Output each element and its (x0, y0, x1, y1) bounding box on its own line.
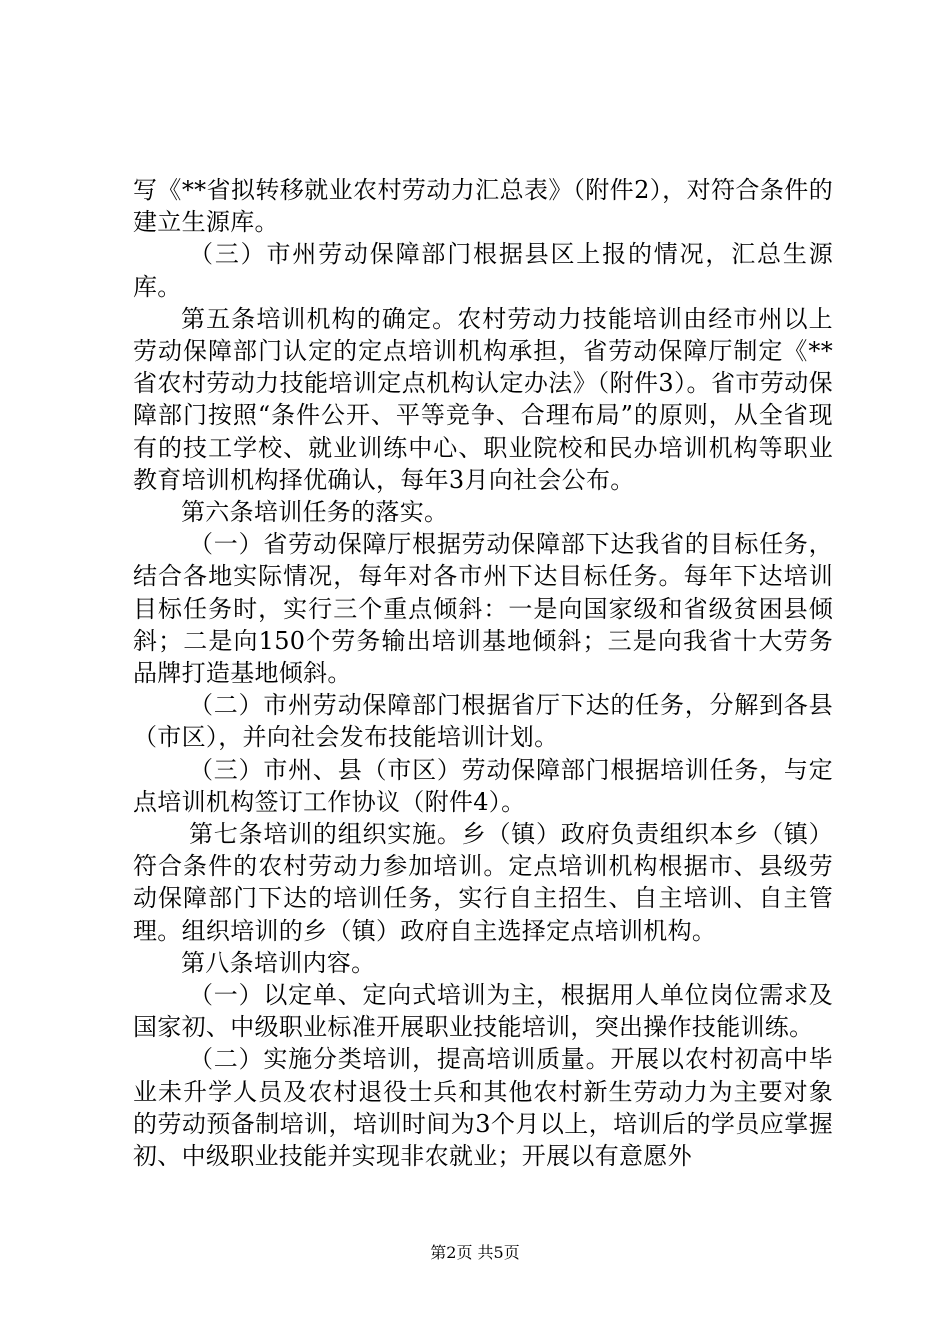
paragraph-article-8-item-1: （一）以定单、定向式培训为主，根据用人单位岗位需求及国家初、中级职业标准开展职业技能培训，突出操作技能训练。 (133, 981, 833, 1042)
paragraph-article-6-item-2: （二）市州劳动保障部门根据省厅下达的任务，分解到各县（市区），并向社会发布技能培训计划。 (133, 691, 833, 752)
paragraph-article-6: 第六条培训任务的落实。 (181, 498, 449, 527)
document-body (133, 174, 833, 1172)
paragraph-article-5: 第五条培训机构的确定。农村劳动力技能培训由经市州以上劳动保障部门认定的定点培训机构承担，省劳动保障厅制定《**省农村劳动力技能培训定点机构认定办法》（附件3）。省市劳动保障部门按照“条件公开、平等竞争、合理布局”的原则，从全省现有的技工学校、就业训练中心、职业院校和民办培训机构等职业教育培训机构择优确认，每年3月向社会公布。 (133, 304, 833, 494)
paragraph-continuation: 写《**省拟转移就业农村劳动力汇总表》（附件2），对符合条件的建立生源库。 (133, 176, 833, 237)
paragraph-article-7: 第七条培训的组织实施。乡（镇）政府负责组织本乡（镇）符合条件的农村劳动力参加培训。定点培训机构根据市、县级劳动保障部门下达的培训任务，实行自主招生、自主培训、自主管理。组织培训的乡（镇）政府自主选择定点培训机构。 (133, 820, 833, 945)
paragraph-item-3: （三）市州劳动保障部门根据县区上报的情况，汇总生源库。 (133, 240, 833, 301)
page-footer: 第2页 共5页 (430, 1243, 520, 1262)
paragraph-article-6-item-1: （一）省劳动保障厅根据劳动保障部下达我省的目标任务，结合各地实际情况，每年对各市州下达目标任务。每年下达培训目标任务时，实行三个重点倾斜：一是向国家级和省级贫困县倾斜；二是向150个劳务输出培训基地倾斜；三是向我省十大劳务品牌打造基地倾斜。 (133, 530, 833, 688)
paragraph-article-8-item-2: （二）实施分类培训，提高培训质量。开展以农村初高中毕业未升学人员及农村退役士兵和其他农村新生劳动力为主要对象的劳动预备制培训，培训时间为3个月以上，培训后的学员应掌握初、中级职业技能并实现非农就业；开展以有意愿外 (133, 1045, 833, 1171)
paragraph-article-8: 第八条培训内容。 (181, 948, 376, 977)
paragraph-article-6-item-3: （三）市州、县（市区）劳动保障部门根据培训任务，与定点培训机构签订工作协议（附件4）。 (133, 755, 833, 816)
